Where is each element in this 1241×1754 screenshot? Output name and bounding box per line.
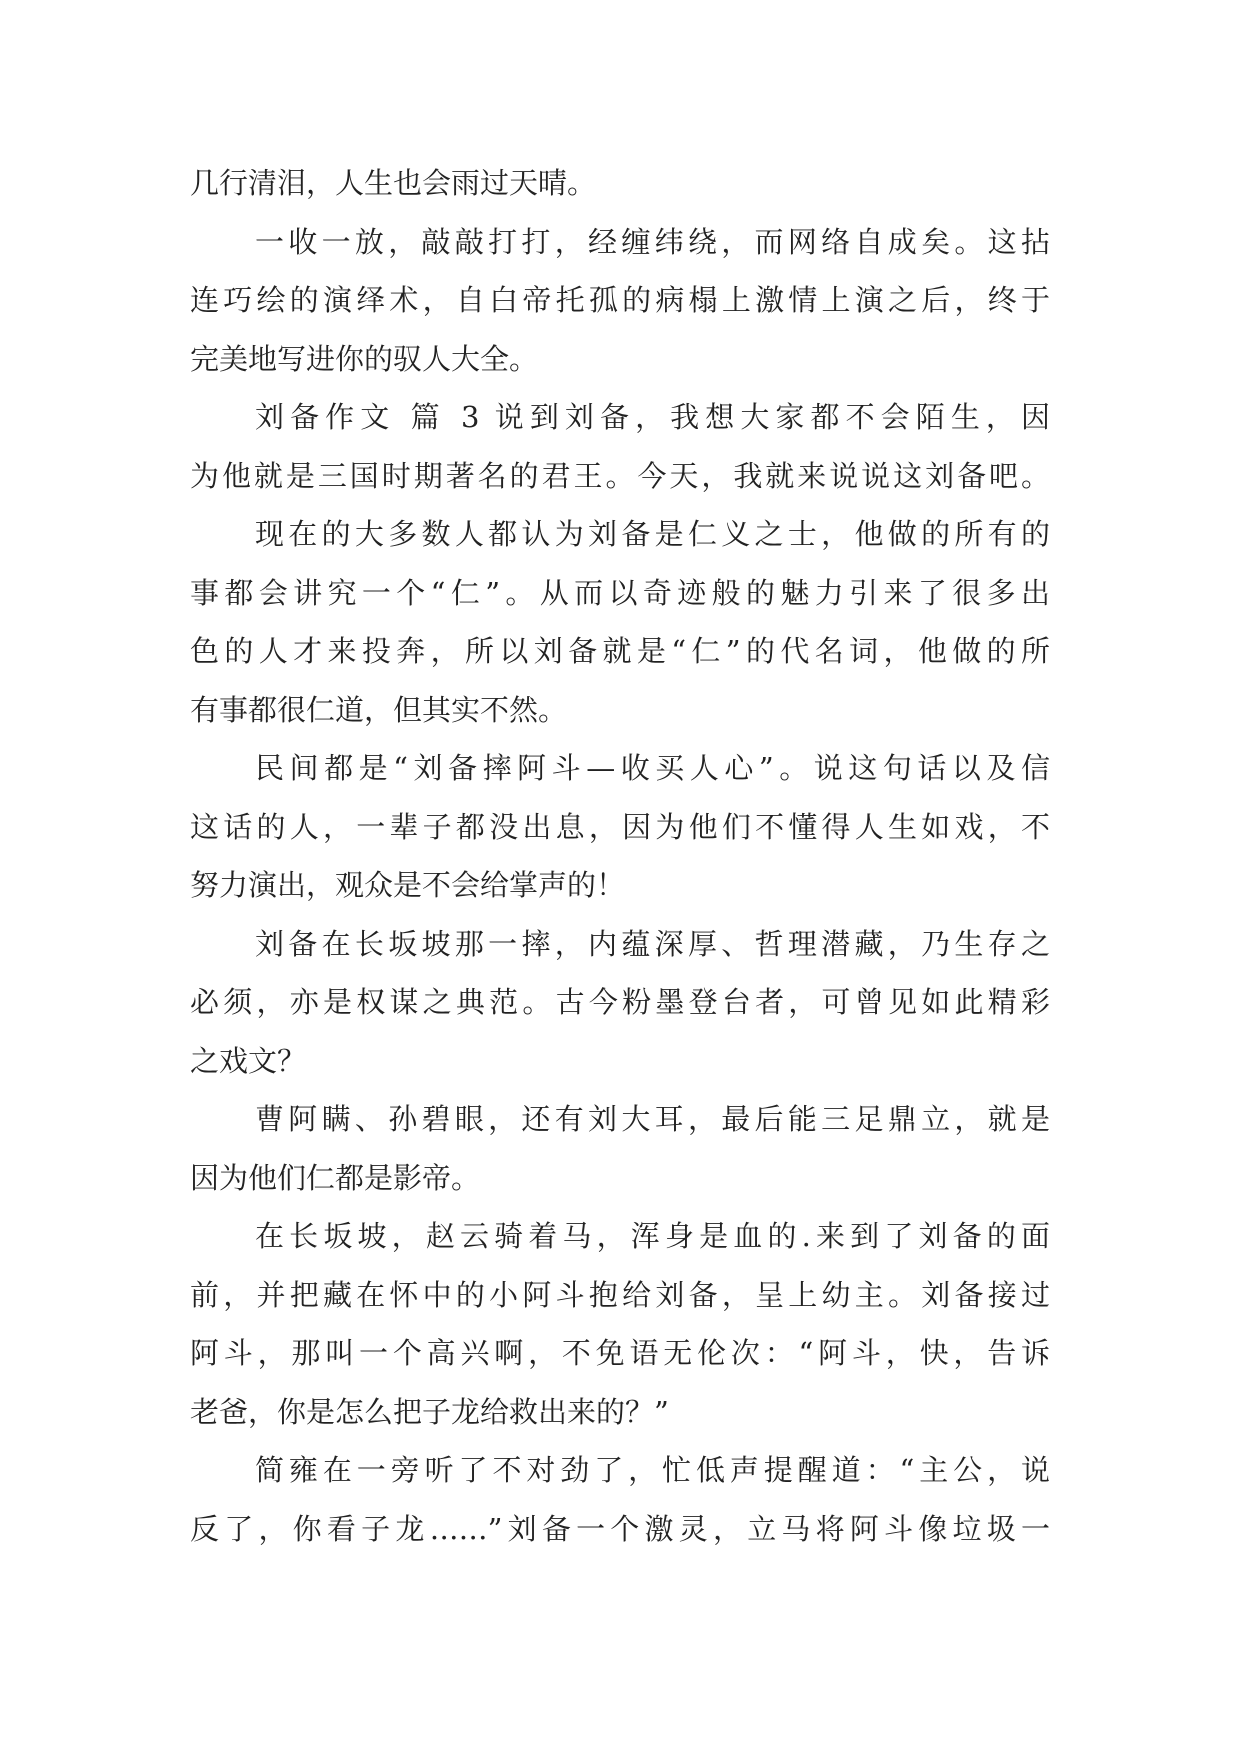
- text-line: 反了，你看子龙……”刘备一个激灵，立马将阿斗像垃圾一: [190, 1511, 1050, 1546]
- text-line: 努力演出，观众是不会给掌声的！: [190, 868, 626, 902]
- text-line: 刘备在长坂坡那一摔，内蕴深厚、哲理潜藏，乃生存之: [255, 926, 1050, 961]
- text-line: 色的人才来投奔，所以刘备就是“仁”的代名词，他做的所: [190, 634, 1050, 668]
- text-line: 有事都很仁道，但其实不然。: [190, 692, 568, 727]
- text-line: 因为他们仁都是影帝。: [190, 1160, 481, 1195]
- text-line: 现在的大多数人都认为刘备是仁义之士，他做的所有的: [255, 517, 1050, 551]
- text-line: 前，并把藏在怀中的小阿斗抱给刘备，呈上幼主。刘备接过: [190, 1277, 1050, 1312]
- text-line: 完美地写进你的驭人大全。: [190, 341, 539, 376]
- body-text: [190, 154, 1050, 1558]
- text-line: 几行清泪，人生也会雨过天晴。: [190, 166, 597, 200]
- text-line: 必须，亦是权谋之典范。古今粉墨登台者，可曾见如此精彩: [190, 985, 1050, 1019]
- text-line: 事都会讲究一个“仁”。从而以奇迹般的魅力引来了很多出: [190, 575, 1050, 610]
- text-line: 一收一放，敲敲打打，经缠纬绕，而网络自成矣。这拈: [255, 224, 1050, 259]
- text-line: 在长坂坡，赵云骑着马，浑身是血的.来到了刘备的面: [255, 1219, 1050, 1253]
- text-line: 这话的人，一辈子都没出息，因为他们不懂得人生如戏，不: [190, 809, 1050, 844]
- text-line: 简雍在一旁听了不对劲了，忙低声提醒道：“主公，说: [255, 1453, 1050, 1487]
- text-line: 之戏文？: [190, 1043, 307, 1078]
- text-line: 连巧绘的演绎术，自白帝托孤的病榻上激情上演之后，终于: [190, 283, 1050, 317]
- text-line: 民间都是“刘备摔阿斗—收买人心”。说这句话以及信: [255, 751, 1050, 785]
- text-line: 为他就是三国时期著名的君王。今天，我就来说说这刘备吧。: [190, 458, 1050, 493]
- text-line: 刘备作文 篇 3 说到刘备，我想大家都不会陌生，因: [255, 400, 1050, 434]
- text-line: 老爸，你是怎么把子龙给救出来的？”: [190, 1394, 669, 1429]
- text-line: 阿斗，那叫一个高兴啊，不免语无伦次：“阿斗，快，告诉: [190, 1336, 1050, 1370]
- text-line: 曹阿瞒、孙碧眼，还有刘大耳，最后能三足鼎立，就是: [255, 1102, 1050, 1136]
